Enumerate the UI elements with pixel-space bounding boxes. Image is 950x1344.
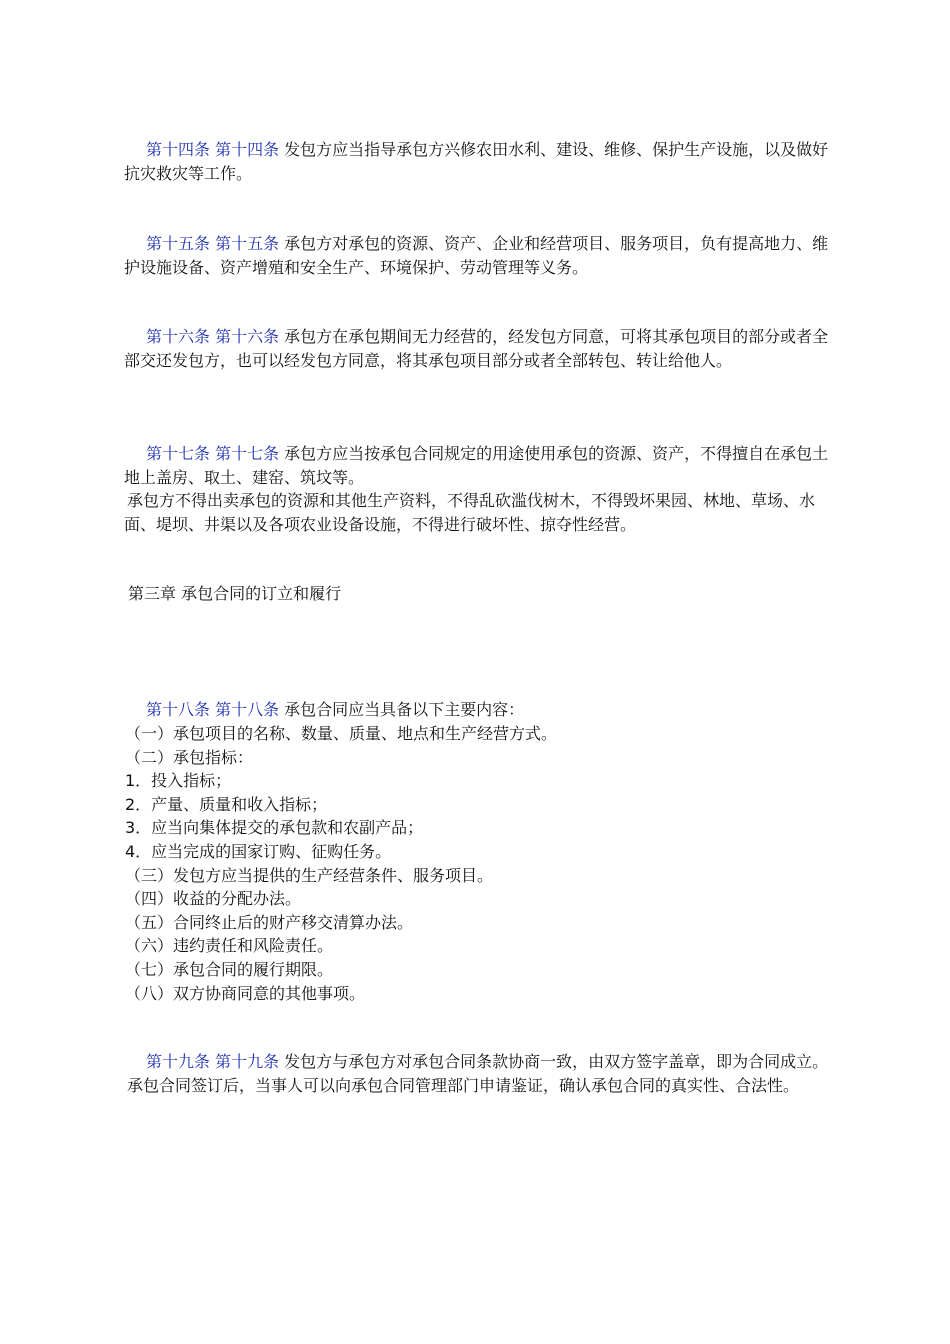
list-item: 1．投入指标； bbox=[125, 771, 232, 791]
article-14-paragraph bbox=[124, 138, 836, 185]
article-19-extra-paragraph: 承包合同签订后，当事人可以向承包合同管理部门申请鉴证，确认承包合同的真实性、合法性。 bbox=[127, 1075, 800, 1095]
article-15-paragraph bbox=[124, 232, 836, 279]
article-18 bbox=[124, 698, 836, 722]
article-18-text: 承包合同应当具备以下主要内容： bbox=[279, 700, 525, 719]
article-19 bbox=[124, 1050, 836, 1097]
list-item: （七）承包合同的履行期限。 bbox=[125, 959, 334, 979]
list-item: （六）违约责任和风险责任。 bbox=[125, 936, 334, 956]
article-15-label: 第十五条 第十五条 bbox=[146, 234, 280, 253]
article-19-paragraph bbox=[124, 1050, 836, 1074]
article-14-text: 发包方应当指导承包方兴修农田水利、建设、维修、保护生产设施，以及做好抗灾救灾等工作。 bbox=[124, 140, 829, 183]
article-16-paragraph bbox=[124, 325, 836, 372]
article-17 bbox=[124, 442, 836, 536]
list-item: （四）收益的分配办法。 bbox=[125, 889, 302, 909]
article-19-label: 第十九条 第十九条 bbox=[146, 1052, 280, 1071]
article-15-text: 承包方对承包的资源、资产、企业和经营项目、服务项目，负有提高地力、维护设施设备、资产增殖和安全生产、环境保护、劳动管理等义务。 bbox=[124, 234, 829, 277]
list-item: 3．应当向集体提交的承包款和农副产品； bbox=[125, 818, 424, 838]
list-item: 2．产量、质量和收入指标； bbox=[125, 794, 328, 814]
article-14 bbox=[124, 138, 836, 185]
article-17-label: 第十七条 第十七条 bbox=[146, 444, 280, 463]
list-item: （五）合同终止后的财产移交清算办法。 bbox=[125, 912, 414, 932]
article-16-text: 承包方在承包期间无力经营的，经发包方同意，可将其承包项目的部分或者全部交还发包方，也可以经发包方同意，将其承包项目部分或者全部转包、转让给他人。 bbox=[124, 327, 829, 370]
list-item: （二）承包指标： bbox=[125, 747, 254, 767]
article-18-list bbox=[125, 722, 837, 1005]
list-item: （八）双方协商同意的其他事项。 bbox=[125, 983, 366, 1003]
list-item: 4．应当完成的国家订购、征购任务。 bbox=[125, 841, 392, 861]
list-item: （一）承包项目的名称、数量、质量、地点和生产经营方式。 bbox=[125, 724, 558, 743]
article-16 bbox=[124, 325, 836, 372]
article-16-label: 第十六条 第十六条 bbox=[146, 327, 280, 346]
list-item: （三）发包方应当提供的生产经营条件、服务项目。 bbox=[125, 865, 494, 885]
article-18-label: 第十八条 第十八条 bbox=[146, 700, 280, 719]
article-17-extra-paragraph: 承包方不得出卖承包的资源和其他生产资料，不得乱砍滥伐树木，不得毁坏果园、林地、草场、水面、堤坝、井渠以及各项农业设备设施，不得进行破坏性、掠夺性经营。 bbox=[124, 491, 816, 534]
article-14-label: 第十四条 第十四条 bbox=[146, 140, 280, 159]
article-18-paragraph bbox=[124, 698, 836, 722]
article-17-paragraph bbox=[124, 442, 836, 489]
chapter-heading: 第三章 承包合同的订立和履行 bbox=[128, 584, 342, 603]
article-15 bbox=[124, 232, 836, 279]
article-19-text: 发包方与承包方对承包合同条款协商一致，由双方签字盖章，即为合同成立。 bbox=[279, 1052, 829, 1071]
article-17-text: 承包方应当按承包合同规定的用途使用承包的资源、资产，不得擅自在承包土地上盖房、取土、建窑、筑坟等。 bbox=[124, 444, 829, 487]
